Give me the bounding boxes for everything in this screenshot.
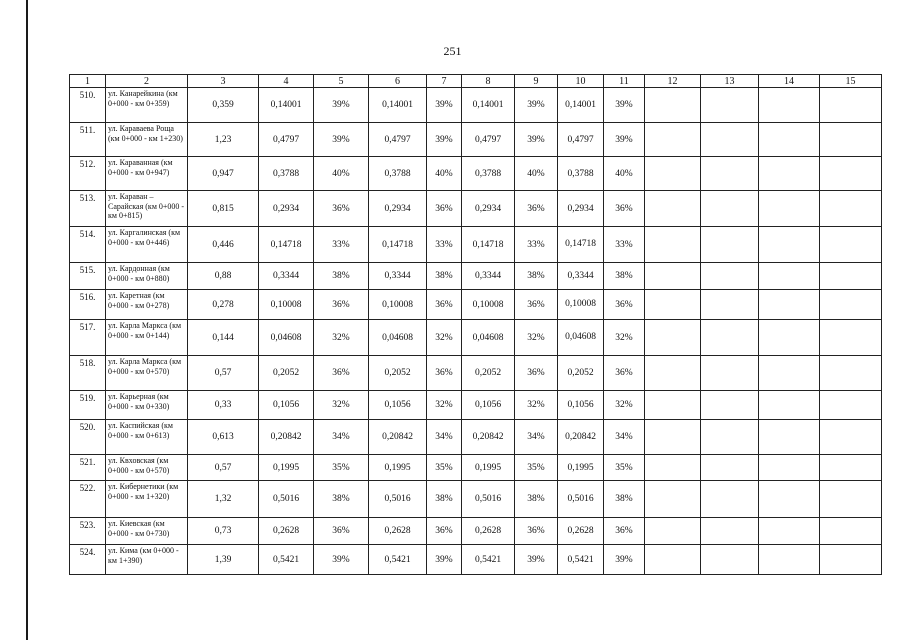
empty-cell-col-14 — [759, 263, 820, 290]
table-row — [70, 157, 882, 191]
col-9-percent: 38% — [515, 263, 558, 290]
col-5-percent: 36% — [314, 356, 369, 391]
empty-cell-col-15 — [820, 320, 882, 356]
col-9-percent: 36% — [515, 518, 558, 545]
length-km: 0,947 — [188, 157, 259, 191]
length-km: 0,278 — [188, 290, 259, 320]
col-4-value: 0,3788 — [259, 157, 314, 191]
table-row — [70, 290, 882, 320]
road-name: ул. Караваева Роща (км 0+000 - км 1+230) — [106, 123, 188, 157]
road-name: ул. Караванная (км 0+000 - км 0+947) — [106, 157, 188, 191]
col-5-percent: 32% — [314, 320, 369, 356]
col-11-percent: 40% — [604, 157, 645, 191]
col-5-percent: 39% — [314, 545, 369, 575]
col-8-value: 0,5421 — [462, 545, 515, 575]
empty-cell-col-14 — [759, 356, 820, 391]
road-name: ул. Карла Маркса (км 0+000 - км 0+570) — [106, 356, 188, 391]
col-7-percent: 36% — [427, 191, 462, 227]
col-4-value: 0,1995 — [259, 455, 314, 481]
length-km: 0,57 — [188, 356, 259, 391]
empty-cell-col-12 — [645, 191, 701, 227]
empty-cell-col-15 — [820, 481, 882, 518]
col-10-value: 0,04608 — [558, 320, 604, 356]
col-4-value: 0,2052 — [259, 356, 314, 391]
col-9-percent: 39% — [515, 545, 558, 575]
empty-cell-col-13 — [701, 227, 759, 263]
col-7-percent: 32% — [427, 320, 462, 356]
col-10-value: 0,1056 — [558, 391, 604, 420]
col-11-percent: 36% — [604, 518, 645, 545]
empty-cell-col-15 — [820, 356, 882, 391]
empty-cell-col-13 — [701, 320, 759, 356]
road-name: ул. Карла Маркса (км 0+000 - км 0+144) — [106, 320, 188, 356]
empty-cell-col-12 — [645, 545, 701, 575]
road-name: ул. Кардонная (км 0+000 - км 0+880) — [106, 263, 188, 290]
length-km: 0,73 — [188, 518, 259, 545]
col-5-percent: 36% — [314, 518, 369, 545]
col-4-value: 0,4797 — [259, 123, 314, 157]
length-km: 0,359 — [188, 88, 259, 123]
empty-cell-col-12 — [645, 420, 701, 455]
col-5-percent: 33% — [314, 227, 369, 263]
col-11-percent: 39% — [604, 123, 645, 157]
empty-cell-col-13 — [701, 191, 759, 227]
table-row — [70, 356, 882, 391]
row-number: 510. — [70, 88, 106, 123]
col-9-percent: 32% — [515, 391, 558, 420]
empty-cell-col-12 — [645, 123, 701, 157]
column-header-10: 10 — [558, 75, 604, 88]
col-10-value: 0,20842 — [558, 420, 604, 455]
empty-cell-col-15 — [820, 545, 882, 575]
table-row — [70, 545, 882, 575]
col-6-value: 0,2052 — [369, 356, 427, 391]
col-8-value: 0,2934 — [462, 191, 515, 227]
empty-cell-col-12 — [645, 391, 701, 420]
empty-cell-col-12 — [645, 518, 701, 545]
col-9-percent: 36% — [515, 290, 558, 320]
empty-cell-col-12 — [645, 263, 701, 290]
column-header-9: 9 — [515, 75, 558, 88]
empty-cell-col-12 — [645, 455, 701, 481]
empty-cell-col-12 — [645, 481, 701, 518]
col-6-value: 0,1995 — [369, 455, 427, 481]
empty-cell-col-15 — [820, 518, 882, 545]
col-7-percent: 34% — [427, 420, 462, 455]
col-8-value: 0,04608 — [462, 320, 515, 356]
row-number: 516. — [70, 290, 106, 320]
col-9-percent: 36% — [515, 191, 558, 227]
col-6-value: 0,10008 — [369, 290, 427, 320]
col-9-percent: 36% — [515, 356, 558, 391]
row-number: 513. — [70, 191, 106, 227]
empty-cell-col-13 — [701, 455, 759, 481]
road-data-table — [69, 74, 882, 575]
col-10-value: 0,2628 — [558, 518, 604, 545]
length-km: 0,613 — [188, 420, 259, 455]
row-number: 524. — [70, 545, 106, 575]
empty-cell-col-15 — [820, 88, 882, 123]
col-11-percent: 33% — [604, 227, 645, 263]
table-row — [70, 191, 882, 227]
length-km: 0,446 — [188, 227, 259, 263]
col-4-value: 0,5421 — [259, 545, 314, 575]
empty-cell-col-14 — [759, 455, 820, 481]
col-11-percent: 32% — [604, 320, 645, 356]
table-row — [70, 88, 882, 123]
col-11-percent: 38% — [604, 481, 645, 518]
table-row — [70, 320, 882, 356]
col-6-value: 0,3344 — [369, 263, 427, 290]
col-10-value: 0,14001 — [558, 88, 604, 123]
col-8-value: 0,3788 — [462, 157, 515, 191]
col-5-percent: 40% — [314, 157, 369, 191]
col-5-percent: 39% — [314, 88, 369, 123]
empty-cell-col-15 — [820, 227, 882, 263]
empty-cell-col-14 — [759, 391, 820, 420]
length-km: 0,144 — [188, 320, 259, 356]
table-row — [70, 263, 882, 290]
road-name: ул. Каретная (км 0+000 - км 0+278) — [106, 290, 188, 320]
column-header-8: 8 — [462, 75, 515, 88]
col-9-percent: 39% — [515, 88, 558, 123]
col-8-value: 0,2628 — [462, 518, 515, 545]
col-5-percent: 35% — [314, 455, 369, 481]
empty-cell-col-13 — [701, 356, 759, 391]
col-7-percent: 33% — [427, 227, 462, 263]
col-7-percent: 39% — [427, 545, 462, 575]
row-number: 517. — [70, 320, 106, 356]
row-number: 514. — [70, 227, 106, 263]
length-km: 0,815 — [188, 191, 259, 227]
col-7-percent: 39% — [427, 123, 462, 157]
col-9-percent: 33% — [515, 227, 558, 263]
length-km: 0,33 — [188, 391, 259, 420]
empty-cell-col-13 — [701, 157, 759, 191]
length-km: 0,88 — [188, 263, 259, 290]
empty-cell-col-13 — [701, 391, 759, 420]
col-5-percent: 38% — [314, 481, 369, 518]
empty-cell-col-13 — [701, 545, 759, 575]
column-header-5: 5 — [314, 75, 369, 88]
col-11-percent: 36% — [604, 191, 645, 227]
length-km: 1,32 — [188, 481, 259, 518]
empty-cell-col-12 — [645, 356, 701, 391]
col-10-value: 0,3344 — [558, 263, 604, 290]
col-6-value: 0,2934 — [369, 191, 427, 227]
col-8-value: 0,14001 — [462, 88, 515, 123]
table-row — [70, 123, 882, 157]
col-5-percent: 36% — [314, 191, 369, 227]
col-9-percent: 34% — [515, 420, 558, 455]
empty-cell-col-15 — [820, 455, 882, 481]
col-11-percent: 36% — [604, 356, 645, 391]
col-9-percent: 38% — [515, 481, 558, 518]
col-10-value: 0,10008 — [558, 290, 604, 320]
row-number: 523. — [70, 518, 106, 545]
empty-cell-col-14 — [759, 518, 820, 545]
empty-cell-col-12 — [645, 157, 701, 191]
col-6-value: 0,3788 — [369, 157, 427, 191]
column-header-13: 13 — [701, 75, 759, 88]
col-8-value: 0,10008 — [462, 290, 515, 320]
col-6-value: 0,2628 — [369, 518, 427, 545]
length-km: 1,39 — [188, 545, 259, 575]
empty-cell-col-15 — [820, 157, 882, 191]
col-6-value: 0,14718 — [369, 227, 427, 263]
col-4-value: 0,04608 — [259, 320, 314, 356]
col-8-value: 0,14718 — [462, 227, 515, 263]
col-8-value: 0,20842 — [462, 420, 515, 455]
col-6-value: 0,4797 — [369, 123, 427, 157]
col-7-percent: 38% — [427, 481, 462, 518]
col-6-value: 0,14001 — [369, 88, 427, 123]
row-number: 520. — [70, 420, 106, 455]
road-name: ул. Каспийская (км 0+000 - км 0+613) — [106, 420, 188, 455]
col-5-percent: 38% — [314, 263, 369, 290]
column-header-4: 4 — [259, 75, 314, 88]
header-row — [70, 75, 882, 88]
col-4-value: 0,3344 — [259, 263, 314, 290]
col-7-percent: 38% — [427, 263, 462, 290]
col-11-percent: 35% — [604, 455, 645, 481]
empty-cell-col-12 — [645, 227, 701, 263]
col-8-value: 0,1995 — [462, 455, 515, 481]
col-7-percent: 39% — [427, 88, 462, 123]
row-number: 519. — [70, 391, 106, 420]
col-7-percent: 36% — [427, 518, 462, 545]
col-8-value: 0,2052 — [462, 356, 515, 391]
empty-cell-col-14 — [759, 420, 820, 455]
column-header-15: 15 — [820, 75, 882, 88]
col-7-percent: 32% — [427, 391, 462, 420]
row-number: 511. — [70, 123, 106, 157]
road-name: ул. Канарейкина (км 0+000 - км 0+359) — [106, 88, 188, 123]
col-6-value: 0,20842 — [369, 420, 427, 455]
row-number: 521. — [70, 455, 106, 481]
col-11-percent: 39% — [604, 545, 645, 575]
row-number: 515. — [70, 263, 106, 290]
col-9-percent: 40% — [515, 157, 558, 191]
road-name: ул. Кибернетики (км 0+000 - км 1+320) — [106, 481, 188, 518]
table-row — [70, 227, 882, 263]
road-name: ул. Караван – Сарайская (км 0+000 - км 0+815) — [106, 191, 188, 227]
column-header-7: 7 — [427, 75, 462, 88]
empty-cell-col-13 — [701, 481, 759, 518]
road-name: ул. Каргалинская (км 0+000 - км 0+446) — [106, 227, 188, 263]
col-7-percent: 35% — [427, 455, 462, 481]
empty-cell-col-14 — [759, 227, 820, 263]
row-number: 512. — [70, 157, 106, 191]
road-name: ул. Кима (км 0+000 - км 1+390) — [106, 545, 188, 575]
col-5-percent: 39% — [314, 123, 369, 157]
col-9-percent: 39% — [515, 123, 558, 157]
col-10-value: 0,3788 — [558, 157, 604, 191]
col-10-value: 0,14718 — [558, 227, 604, 263]
column-header-1: 1 — [70, 75, 106, 88]
empty-cell-col-12 — [645, 320, 701, 356]
col-10-value: 0,1995 — [558, 455, 604, 481]
col-6-value: 0,04608 — [369, 320, 427, 356]
col-4-value: 0,20842 — [259, 420, 314, 455]
empty-cell-col-15 — [820, 391, 882, 420]
column-header-2: 2 — [106, 75, 188, 88]
col-8-value: 0,5016 — [462, 481, 515, 518]
table-row — [70, 518, 882, 545]
road-name: ул. Киевская (км 0+000 - км 0+730) — [106, 518, 188, 545]
col-8-value: 0,4797 — [462, 123, 515, 157]
column-header-11: 11 — [604, 75, 645, 88]
col-6-value: 0,5016 — [369, 481, 427, 518]
col-10-value: 0,4797 — [558, 123, 604, 157]
col-6-value: 0,5421 — [369, 545, 427, 575]
empty-cell-col-15 — [820, 263, 882, 290]
empty-cell-col-15 — [820, 290, 882, 320]
col-10-value: 0,2934 — [558, 191, 604, 227]
empty-cell-col-12 — [645, 88, 701, 123]
empty-cell-col-15 — [820, 420, 882, 455]
col-11-percent: 36% — [604, 290, 645, 320]
col-4-value: 0,2934 — [259, 191, 314, 227]
empty-cell-col-15 — [820, 123, 882, 157]
empty-cell-col-13 — [701, 88, 759, 123]
col-9-percent: 32% — [515, 320, 558, 356]
binding-edge-line — [26, 0, 28, 640]
col-10-value: 0,2052 — [558, 356, 604, 391]
table-row — [70, 481, 882, 518]
empty-cell-col-13 — [701, 263, 759, 290]
col-11-percent: 39% — [604, 88, 645, 123]
row-number: 522. — [70, 481, 106, 518]
empty-cell-col-14 — [759, 545, 820, 575]
empty-cell-col-15 — [820, 191, 882, 227]
empty-cell-col-13 — [701, 290, 759, 320]
road-name: ул. Карьерная (км 0+000 - км 0+330) — [106, 391, 188, 420]
col-4-value: 0,1056 — [259, 391, 314, 420]
col-10-value: 0,5421 — [558, 545, 604, 575]
column-header-14: 14 — [759, 75, 820, 88]
table-row — [70, 391, 882, 420]
table-row — [70, 420, 882, 455]
empty-cell-col-14 — [759, 320, 820, 356]
col-4-value: 0,10008 — [259, 290, 314, 320]
col-11-percent: 38% — [604, 263, 645, 290]
col-7-percent: 36% — [427, 290, 462, 320]
col-5-percent: 36% — [314, 290, 369, 320]
road-name: ул. Квховская (км 0+000 - км 0+570) — [106, 455, 188, 481]
col-4-value: 0,2628 — [259, 518, 314, 545]
empty-cell-col-14 — [759, 290, 820, 320]
col-7-percent: 40% — [427, 157, 462, 191]
col-6-value: 0,1056 — [369, 391, 427, 420]
column-header-12: 12 — [645, 75, 701, 88]
col-10-value: 0,5016 — [558, 481, 604, 518]
empty-cell-col-14 — [759, 481, 820, 518]
col-5-percent: 34% — [314, 420, 369, 455]
table-body — [70, 88, 882, 575]
col-8-value: 0,1056 — [462, 391, 515, 420]
empty-cell-col-14 — [759, 157, 820, 191]
length-km: 1,23 — [188, 123, 259, 157]
empty-cell-col-14 — [759, 191, 820, 227]
col-11-percent: 32% — [604, 391, 645, 420]
empty-cell-col-13 — [701, 420, 759, 455]
table-row — [70, 455, 882, 481]
col-4-value: 0,14001 — [259, 88, 314, 123]
col-7-percent: 36% — [427, 356, 462, 391]
row-number: 518. — [70, 356, 106, 391]
column-header-6: 6 — [369, 75, 427, 88]
empty-cell-col-14 — [759, 88, 820, 123]
column-header-3: 3 — [188, 75, 259, 88]
empty-cell-col-13 — [701, 518, 759, 545]
empty-cell-col-12 — [645, 290, 701, 320]
col-8-value: 0,3344 — [462, 263, 515, 290]
col-9-percent: 35% — [515, 455, 558, 481]
col-11-percent: 34% — [604, 420, 645, 455]
page-number: 251 — [443, 44, 462, 58]
empty-cell-col-14 — [759, 123, 820, 157]
col-4-value: 0,5016 — [259, 481, 314, 518]
length-km: 0,57 — [188, 455, 259, 481]
col-5-percent: 32% — [314, 391, 369, 420]
col-4-value: 0,14718 — [259, 227, 314, 263]
empty-cell-col-13 — [701, 123, 759, 157]
